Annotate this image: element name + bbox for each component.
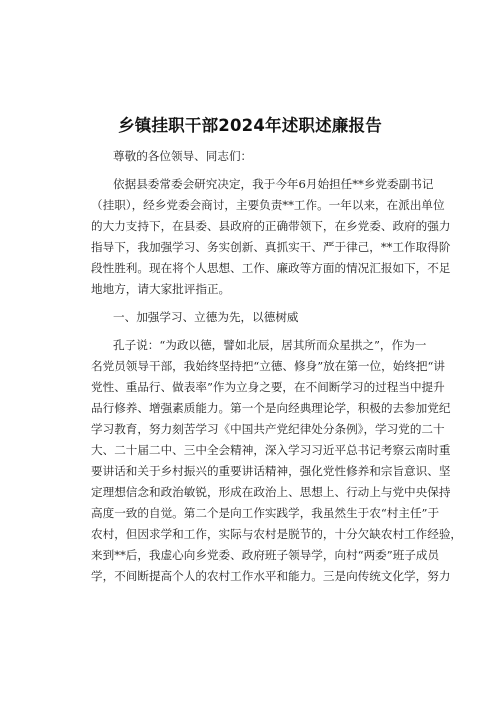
paragraph-line: 高度一致的自觉。第二个是向工作实践学，我虽然生于农“村主任”于: [91, 506, 440, 520]
paragraph-line: （挂职），经乡党委会商讨，主要负责**工作。一年以来，在派出单位: [91, 198, 445, 212]
paragraph-line: 来到**后，我虚心向乡党委、政府班子领导学，向村“两委”班子成员: [91, 548, 440, 562]
paragraph-line: 指导下，我加强学习、务实创新、真抓实干、严于律己，**工作取得阶: [91, 240, 451, 254]
paragraph-line: 名党员领导干部，我始终坚持把“立德、修身”放在第一位，始终把“讲: [91, 359, 446, 373]
paragraph-line: 定理想信念和政治敏锐，形成在政治上、思想上、行动上与党中央保持: [91, 485, 451, 499]
paragraph-line: 段性胜利。现在将个人思想、工作、廉政等方面的情况汇报如下，不足: [91, 261, 451, 275]
paragraph-line: 的大力支持下，在县委、县政府的正确带领下，在乡党委、政府的强力: [91, 219, 451, 233]
salutation: 尊敬的各位领导、同志们：: [113, 149, 253, 163]
paragraph-line: 要讲话和关于乡村振兴的重要讲话精神，强化党性修养和宗旨意识、坚: [91, 464, 451, 478]
paragraph-line: 学习教育，努力刻苦学习《中国共产党纪律处分条例》，学习党的二十: [91, 422, 445, 436]
document-title: 乡镇挂职干部2024年述职述廉报告: [118, 116, 382, 135]
paragraph-line: 学，不间断提高个人的农村工作水平和能力。三是向传统文化学，努力: [91, 569, 451, 583]
paragraph-line: 孔子说：“为政以德，譬如北辰，居其所而众星拱之”，作为一: [113, 338, 427, 352]
paragraph-line: 大、二十届二中、三中全会精神，深入学习习近平总书记考察云南时重: [91, 443, 451, 457]
paragraph-line: 党性、重品行、做表率”作为立身之要，在不间断学习的过程当中提升: [91, 380, 445, 394]
paragraph-line: 农村，但因求学和工作，实际与农村是脱节的，十分欠缺农村工作经验，: [91, 527, 463, 541]
paragraph-line: 依据县委常委会研究决定，我于今年6月始担任**乡党委副书记: [113, 177, 434, 191]
paragraph-line: 品行修养、增强素质能力。第一个是向经典理论学，积极的去参加党纪: [91, 401, 451, 415]
section-heading: 一、加强学习、立德为先，以德树威: [113, 310, 299, 324]
paragraph-line: 地地方，请大家批评指正。: [91, 282, 231, 296]
